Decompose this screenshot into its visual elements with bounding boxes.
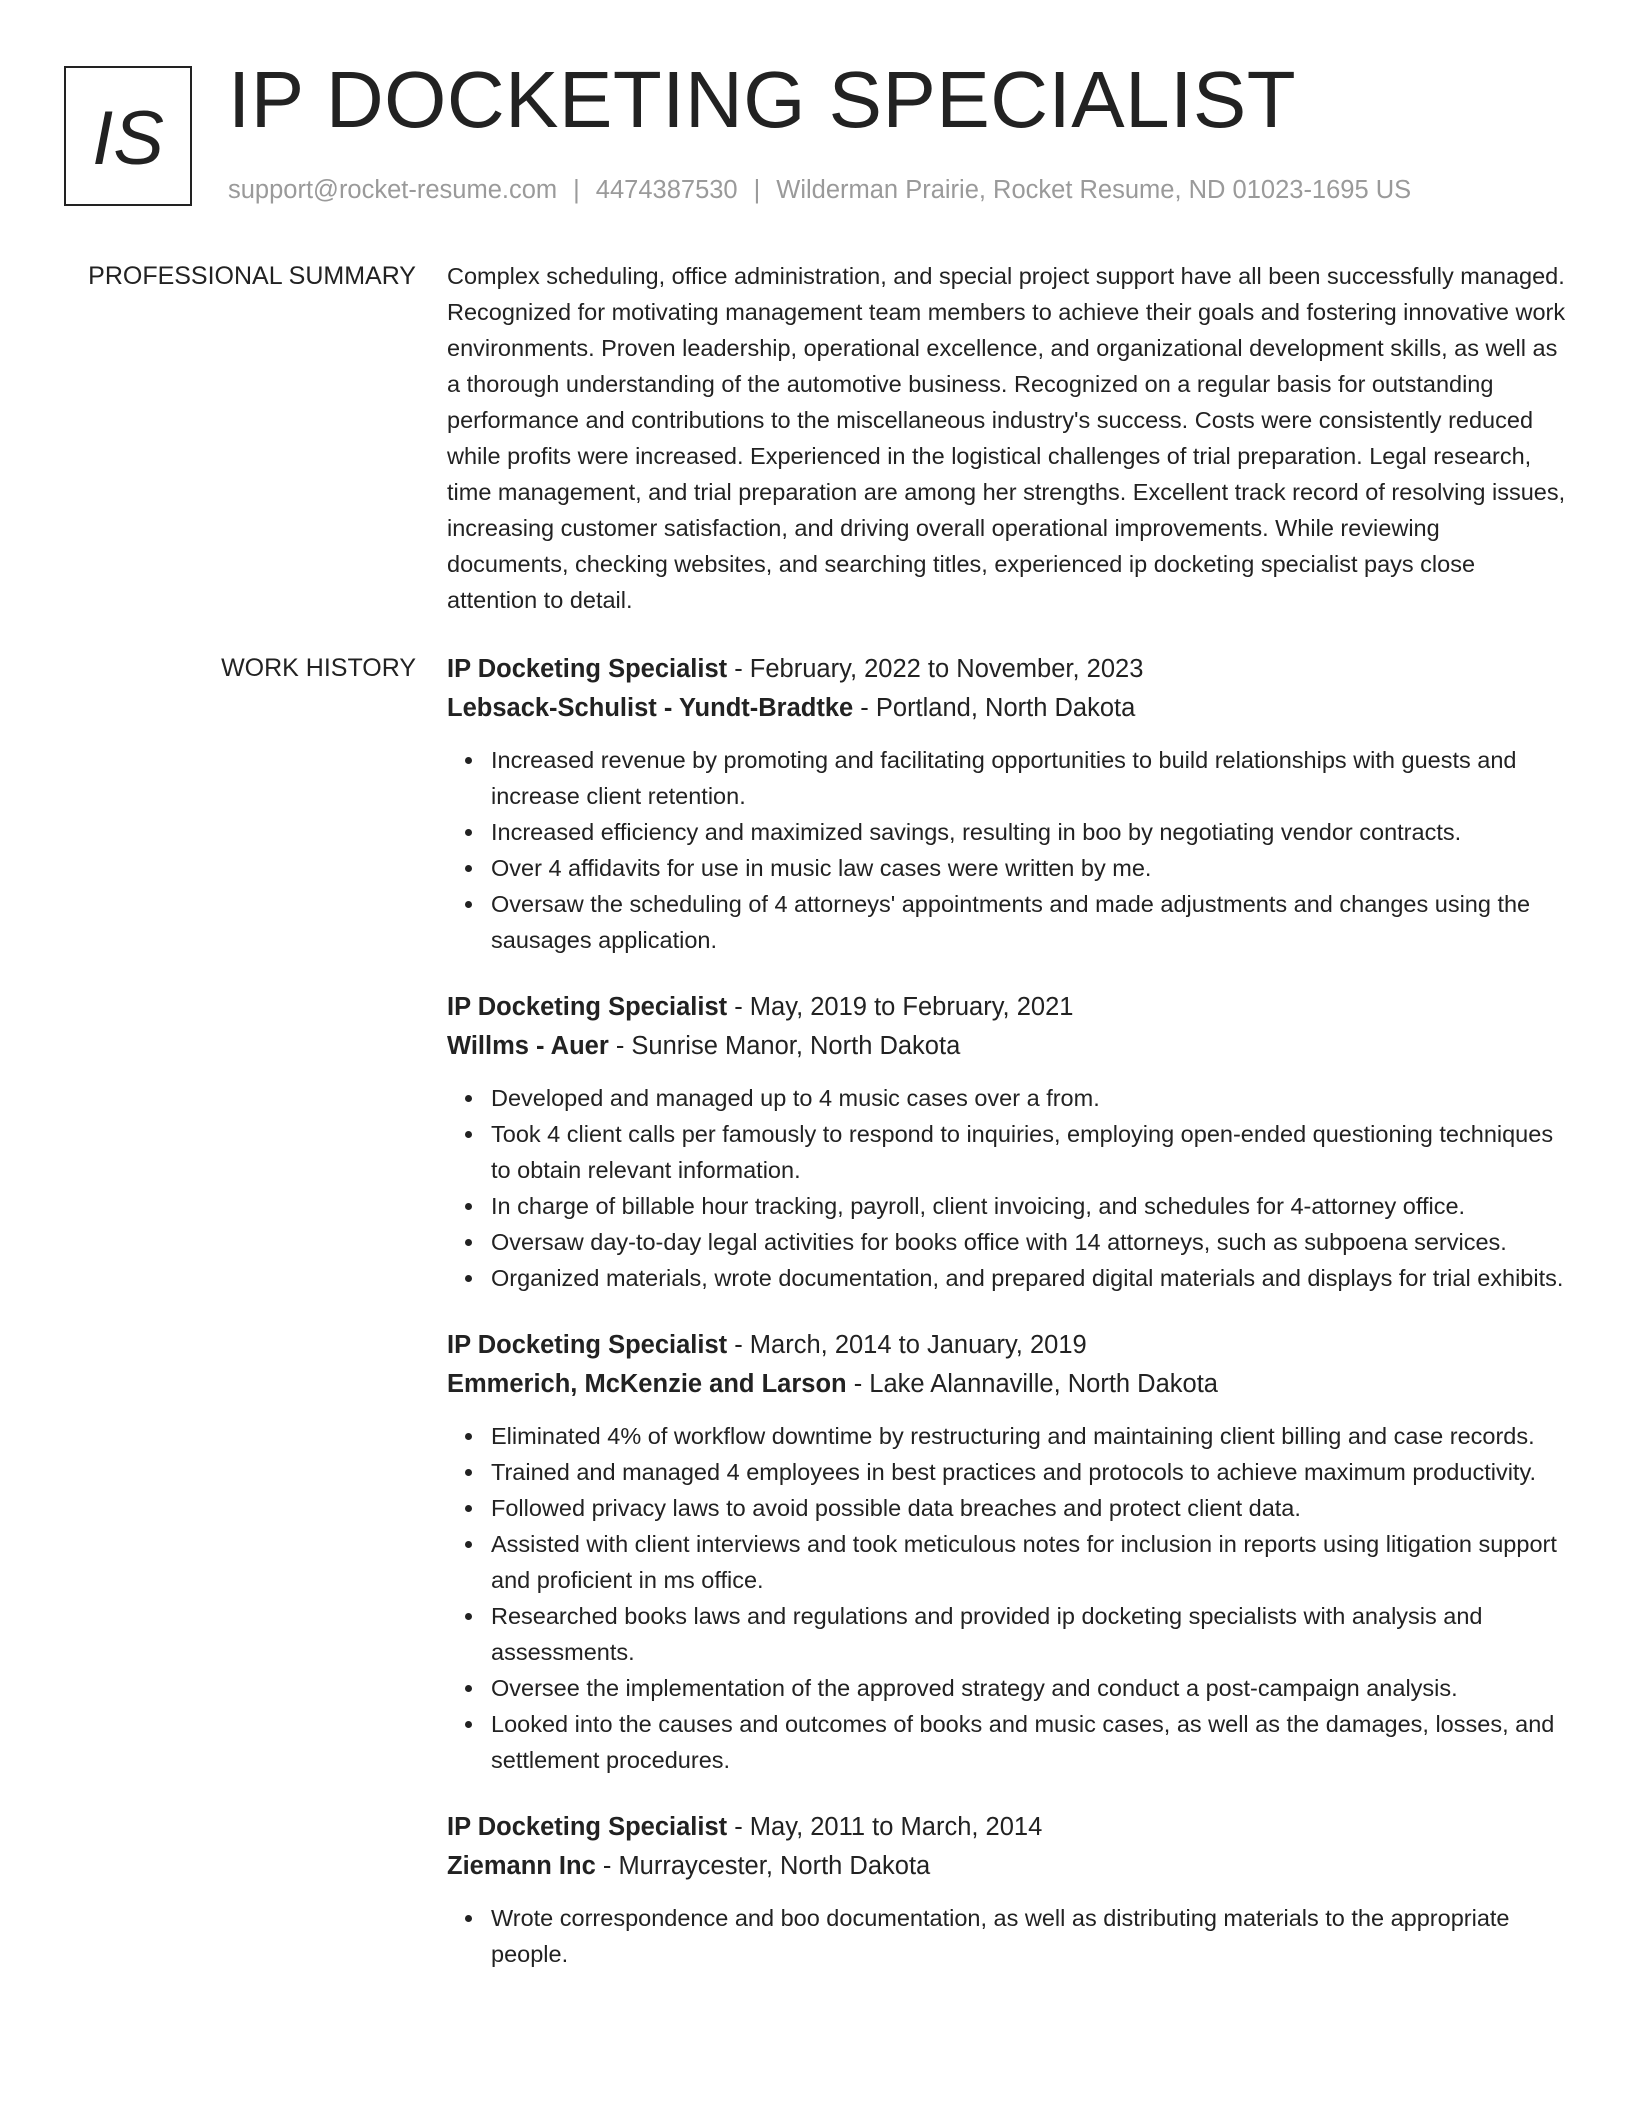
section-label-work-history: WORK HISTORY — [221, 654, 416, 682]
job-bullet: Increased efficiency and maximized savings, resulting in boo by negotiating vendor contracts. — [491, 814, 1567, 850]
job-dates: - March, 2014 to January, 2019 — [727, 1331, 1087, 1359]
job-company: Lebsack-Schulist - Yundt-Bradtke — [447, 694, 854, 722]
section-label-summary: PROFESSIONAL SUMMARY — [88, 262, 416, 290]
contact-phone: 4474387530 — [595, 176, 738, 204]
contact-separator: | — [753, 176, 761, 204]
job-company: Ziemann Inc — [447, 1852, 596, 1880]
job-company-line — [447, 1365, 1567, 1404]
job-bullet: Developed and managed up to 4 music cases over a from. — [491, 1080, 1567, 1116]
job-list — [447, 650, 1567, 2002]
job-bullet: Took 4 client calls per famously to respond to inquiries, employing open-ended questioning techniques to obtain relevant information. — [491, 1116, 1567, 1188]
contact-email[interactable]: support@rocket-resume.com — [228, 176, 558, 204]
job-bullet: Oversaw day-to-day legal activities for books office with 14 attorneys, such as subpoena services. — [491, 1224, 1567, 1260]
job-title-line — [447, 650, 1567, 689]
job-company: Willms - Auer — [447, 1032, 609, 1060]
job-bullets — [447, 1900, 1567, 1972]
job-location: - Portland, North Dakota — [853, 694, 1136, 722]
job-title: IP Docketing Specialist — [447, 1331, 728, 1359]
contact-line — [228, 174, 1411, 207]
job-bullet: Organized materials, wrote documentation, and prepared digital materials and displays for trial exhibits. — [491, 1260, 1567, 1296]
job-entry — [447, 988, 1567, 1296]
job-company-line — [447, 689, 1567, 728]
job-bullet: Oversee the implementation of the approved strategy and conduct a post-campaign analysis. — [491, 1670, 1567, 1706]
job-company-line — [447, 1847, 1567, 1886]
job-bullet: Wrote correspondence and boo documentation, as well as distributing materials to the appropriate people. — [491, 1900, 1567, 1972]
contact-separator: | — [573, 176, 580, 204]
job-company-line — [447, 1027, 1567, 1066]
job-entry — [447, 1808, 1567, 1972]
job-title-line — [447, 1808, 1567, 1847]
job-bullet: Followed privacy laws to avoid possible data breaches and protect client data. — [491, 1490, 1567, 1526]
job-title-line — [447, 988, 1567, 1027]
monogram-initials: IS — [92, 95, 164, 181]
job-bullets — [447, 1418, 1567, 1778]
job-bullets — [447, 742, 1567, 958]
job-bullet: Eliminated 4% of workflow downtime by restructuring and maintaining client billing and case records. — [491, 1418, 1567, 1454]
job-dates: - May, 2019 to February, 2021 — [727, 993, 1074, 1021]
job-dates: - May, 2011 to March, 2014 — [727, 1813, 1043, 1841]
job-entry — [447, 650, 1567, 958]
job-bullets — [447, 1080, 1567, 1296]
job-bullet: Increased revenue by promoting and facilitating opportunities to build relationships with guests and increase client retention. — [491, 742, 1567, 814]
job-bullet: Researched books laws and regulations and provided ip docketing specialists with analysis and assessments. — [491, 1598, 1567, 1670]
job-title: IP Docketing Specialist — [447, 993, 728, 1021]
job-bullet: Over 4 affidavits for use in music law cases were written by me. — [491, 850, 1567, 886]
job-location: - Sunrise Manor, North Dakota — [608, 1032, 961, 1060]
job-bullet: In charge of billable hour tracking, payroll, client invoicing, and schedules for 4-attorney office. — [491, 1188, 1567, 1224]
job-bullet: Assisted with client interviews and took meticulous notes for inclusion in reports using litigation support and proficient in ms office. — [491, 1526, 1567, 1598]
summary-text: Complex scheduling, office administration, and special project support have all been successfully managed. Recognized for motivating management team members to achieve their goals and fostering innovative work environments. Proven leadership, operational excellence, and organizational development skills, as well as a thorough understanding of the automotive business. Recognized on a regular basis for outstanding performance and contributions to the miscellaneous industry's success. Costs were consistently reduced while profits were increased. Experienced in the logistical challenges of trial preparation. Legal research, time management, and trial preparation are among her strengths. Excellent track record of resolving issues, increasing customer satisfaction, and driving overall operational improvements. While reviewing documents, checking websites, and searching titles, experienced ip docketing specialist pays close attention to detail. — [447, 263, 1566, 613]
contact-address: Wilderman Prairie, Rocket Resume, ND 01023-1695 US — [776, 176, 1412, 204]
job-bullet: Oversaw the scheduling of 4 attorneys' appointments and made adjustments and changes using the sausages application. — [491, 886, 1567, 958]
job-title: IP Docketing Specialist — [447, 1813, 728, 1841]
job-location: - Murraycester, North Dakota — [595, 1852, 931, 1880]
monogram-box — [64, 66, 192, 206]
job-entry — [447, 1326, 1567, 1778]
job-bullet: Looked into the causes and outcomes of books and music cases, as well as the damages, losses, and settlement procedures. — [491, 1706, 1567, 1778]
job-dates: - February, 2022 to November, 2023 — [727, 655, 1144, 683]
job-location: - Lake Alannaville, North Dakota — [846, 1370, 1218, 1398]
job-title: IP Docketing Specialist — [447, 655, 728, 683]
resume-title: IP DOCKETING SPECIALIST — [228, 55, 1297, 144]
job-title-line — [447, 1326, 1567, 1365]
job-company: Emmerich, McKenzie and Larson — [447, 1370, 847, 1398]
job-bullet: Trained and managed 4 employees in best practices and protocols to achieve maximum productivity. — [491, 1454, 1567, 1490]
